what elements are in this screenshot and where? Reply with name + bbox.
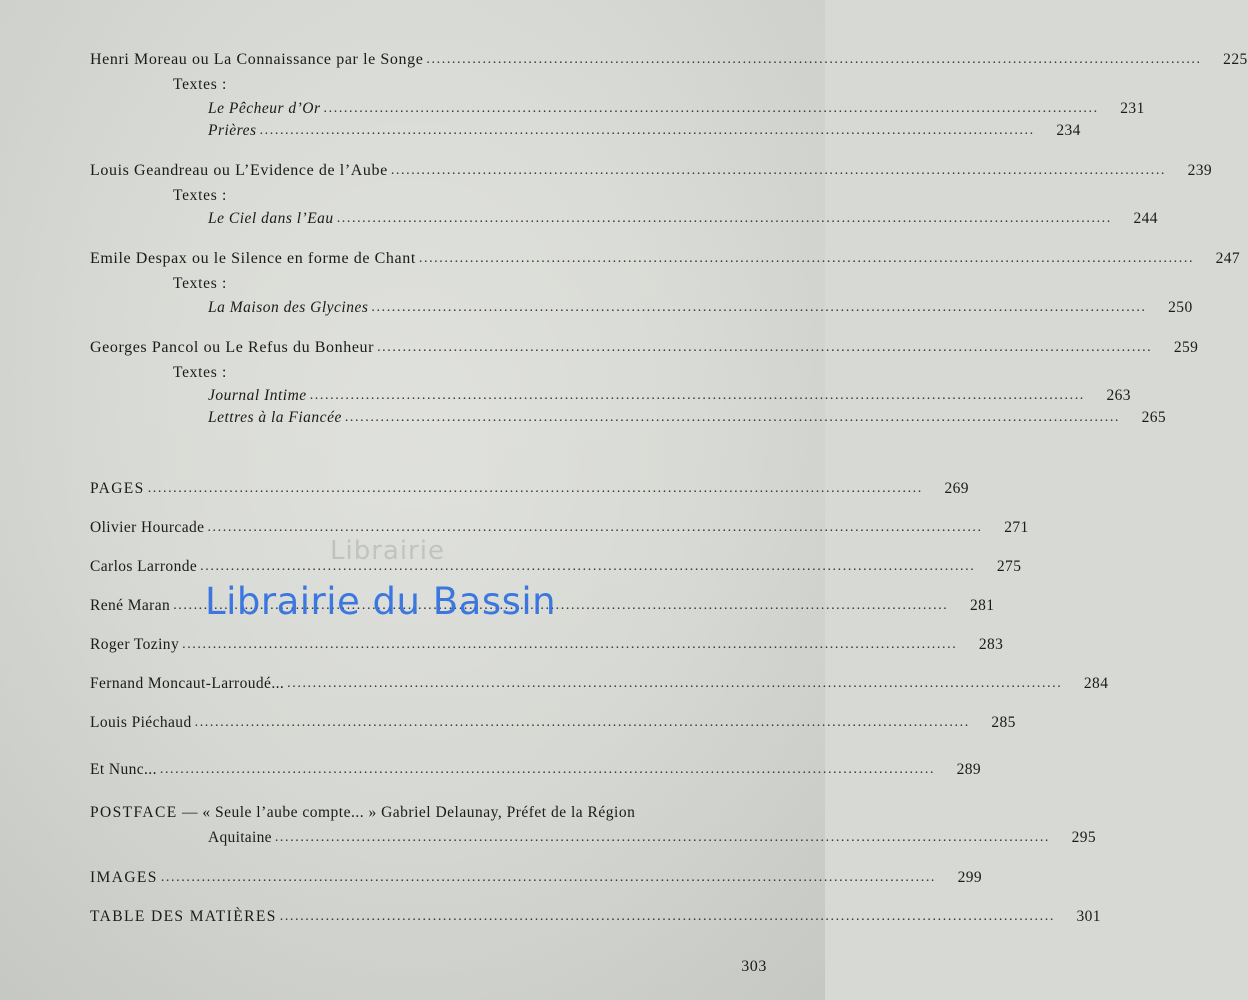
toc-entry-label: René Maran bbox=[90, 597, 171, 614]
toc-entry-author[interactable] bbox=[90, 714, 1016, 731]
toc-page-number: 265 bbox=[1141, 409, 1167, 426]
toc-entry-work[interactable] bbox=[90, 387, 1131, 404]
postface-text bbox=[90, 804, 635, 822]
toc-group bbox=[90, 161, 1213, 228]
toc-page-number: 295 bbox=[1071, 829, 1097, 846]
dot-leader bbox=[260, 124, 1035, 138]
postface-subtitle: — « Seule l’aube compte... » Gabriel Delaunay, Préfet de la Région bbox=[177, 804, 636, 821]
toc-entry-label: Georges Pancol ou Le Refus du Bonheur bbox=[90, 338, 375, 356]
table-of-contents bbox=[90, 51, 1248, 925]
folio-page-number: 303 bbox=[741, 958, 767, 975]
toc-entry-main[interactable] bbox=[90, 338, 1199, 356]
toc-entry-author[interactable] bbox=[90, 597, 995, 614]
toc-entry-textes bbox=[90, 188, 845, 204]
dot-leader bbox=[391, 164, 1166, 178]
dot-leader bbox=[148, 482, 923, 496]
dot-leader bbox=[280, 910, 1055, 924]
toc-entry-label: IMAGES bbox=[90, 869, 158, 886]
toc-textes-label: Textes : bbox=[173, 76, 228, 93]
dot-leader bbox=[377, 341, 1152, 355]
toc-entry-label: Lettres à la Fiancée bbox=[208, 409, 342, 426]
dot-leader bbox=[200, 560, 975, 574]
toc-textes-label: Textes : bbox=[173, 363, 228, 381]
toc-page-number: 247 bbox=[1215, 250, 1241, 267]
toc-page-number: 225 bbox=[1223, 51, 1248, 68]
toc-entry-label: Louis Geandreau ou L’Evidence de l’Aube bbox=[90, 161, 388, 179]
postface-line-1 bbox=[90, 804, 762, 822]
toc-page-number: 283 bbox=[978, 636, 1004, 653]
toc-textes-label: Textes : bbox=[173, 186, 228, 204]
toc-entry-main[interactable] bbox=[90, 250, 1241, 267]
toc-page-number: 275 bbox=[996, 558, 1022, 575]
toc-page-number: 285 bbox=[991, 714, 1016, 731]
toc-entry-main[interactable] bbox=[90, 51, 1248, 68]
toc-entry-label: La Maison des Glycines bbox=[208, 298, 369, 316]
toc-entry-label: Emile Despax ou le Silence en forme de Chant bbox=[90, 250, 416, 267]
toc-entry-author[interactable] bbox=[90, 675, 1109, 692]
toc-entry-et-nunc[interactable] bbox=[90, 761, 982, 778]
toc-page-number: 231 bbox=[1120, 99, 1145, 117]
section-divider bbox=[90, 450, 762, 458]
toc-page-number: 244 bbox=[1133, 210, 1158, 227]
toc-entry-label: Le Ciel dans l’Eau bbox=[208, 210, 334, 227]
toc-entry-work[interactable] bbox=[90, 409, 1167, 426]
toc-entry-images[interactable] bbox=[90, 869, 983, 886]
toc-entry-textes bbox=[90, 77, 845, 93]
toc-entry-postface[interactable] bbox=[90, 804, 1097, 847]
toc-page-number: 263 bbox=[1106, 387, 1131, 404]
toc-entry-author[interactable] bbox=[90, 519, 1029, 536]
toc-entry-label: Carlos Larronde bbox=[90, 558, 198, 575]
toc-entry-label: Fernand Moncaut-Larroudé... bbox=[90, 675, 285, 692]
toc-page-number: 284 bbox=[1083, 675, 1109, 692]
toc-entry-label: Journal Intime bbox=[208, 387, 307, 404]
toc-entry-work[interactable] bbox=[90, 121, 1081, 139]
toc-entry-label: Louis Piéchaud bbox=[90, 714, 192, 731]
dot-leader bbox=[371, 301, 1146, 315]
toc-entry-work[interactable] bbox=[90, 298, 1193, 316]
dot-leader bbox=[337, 212, 1112, 226]
toc-entry-label: Prières bbox=[208, 121, 257, 139]
toc-entry-label: Olivier Hourcade bbox=[90, 519, 205, 536]
dot-leader bbox=[426, 53, 1201, 67]
dot-leader bbox=[173, 599, 948, 613]
toc-entry-label: Henri Moreau ou La Connaissance par le Songe bbox=[90, 51, 424, 68]
toc-entry-pages[interactable] bbox=[90, 480, 969, 497]
toc-entry-author[interactable] bbox=[90, 558, 1022, 575]
toc-entry-label: Roger Toziny bbox=[90, 636, 180, 653]
dot-leader bbox=[161, 871, 936, 885]
dot-leader bbox=[345, 411, 1120, 425]
watermark-librairie-du-bassin: Librairie du Bassin bbox=[205, 580, 557, 623]
toc-page-number: 269 bbox=[944, 480, 969, 497]
postface-continuation: Aquitaine bbox=[208, 829, 272, 846]
toc-entry-work[interactable] bbox=[90, 210, 1158, 227]
toc-page-number: 271 bbox=[1004, 519, 1029, 536]
toc-group bbox=[90, 338, 1199, 427]
toc-group bbox=[90, 250, 1241, 316]
toc-entry-work[interactable] bbox=[90, 99, 1145, 117]
dot-leader bbox=[324, 102, 1099, 116]
toc-group bbox=[90, 51, 1248, 139]
toc-entry-textes bbox=[90, 365, 845, 381]
toc-entry-author[interactable] bbox=[90, 636, 1004, 653]
toc-entry-label: TABLE DES MATIÈRES bbox=[90, 908, 277, 925]
dot-leader bbox=[182, 638, 957, 652]
dot-leader bbox=[275, 830, 1050, 846]
dot-leader bbox=[287, 677, 1062, 691]
toc-textes-label: Textes : bbox=[173, 275, 228, 292]
toc-page-number: 234 bbox=[1056, 121, 1081, 139]
toc-page-number: 289 bbox=[956, 761, 982, 778]
toc-entry-label: PAGES bbox=[90, 480, 145, 497]
toc-page-number: 299 bbox=[957, 869, 983, 886]
toc-page-number: 239 bbox=[1187, 161, 1213, 179]
watermark-ghost: Librairie bbox=[330, 536, 445, 566]
toc-entry-label: Et Nunc... bbox=[90, 761, 157, 778]
toc-entry-textes bbox=[90, 276, 845, 292]
toc-page-number: 281 bbox=[969, 597, 995, 614]
dot-leader bbox=[310, 389, 1085, 403]
dot-leader bbox=[419, 252, 1194, 266]
postface-keyword: POSTFACE bbox=[90, 804, 178, 821]
toc-page-number: 259 bbox=[1173, 338, 1199, 356]
postface-line-2 bbox=[90, 829, 1097, 847]
toc-entry-table-des-matieres[interactable] bbox=[90, 908, 1101, 925]
dot-leader bbox=[207, 521, 982, 535]
toc-page-number: 250 bbox=[1168, 298, 1193, 316]
toc-entry-label: Le Pêcheur d’Or bbox=[208, 99, 321, 117]
toc-page-number: 301 bbox=[1076, 908, 1101, 925]
dot-leader bbox=[160, 763, 935, 777]
dot-leader bbox=[195, 716, 970, 730]
toc-entry-main[interactable] bbox=[90, 161, 1213, 179]
section-divider bbox=[90, 731, 762, 739]
